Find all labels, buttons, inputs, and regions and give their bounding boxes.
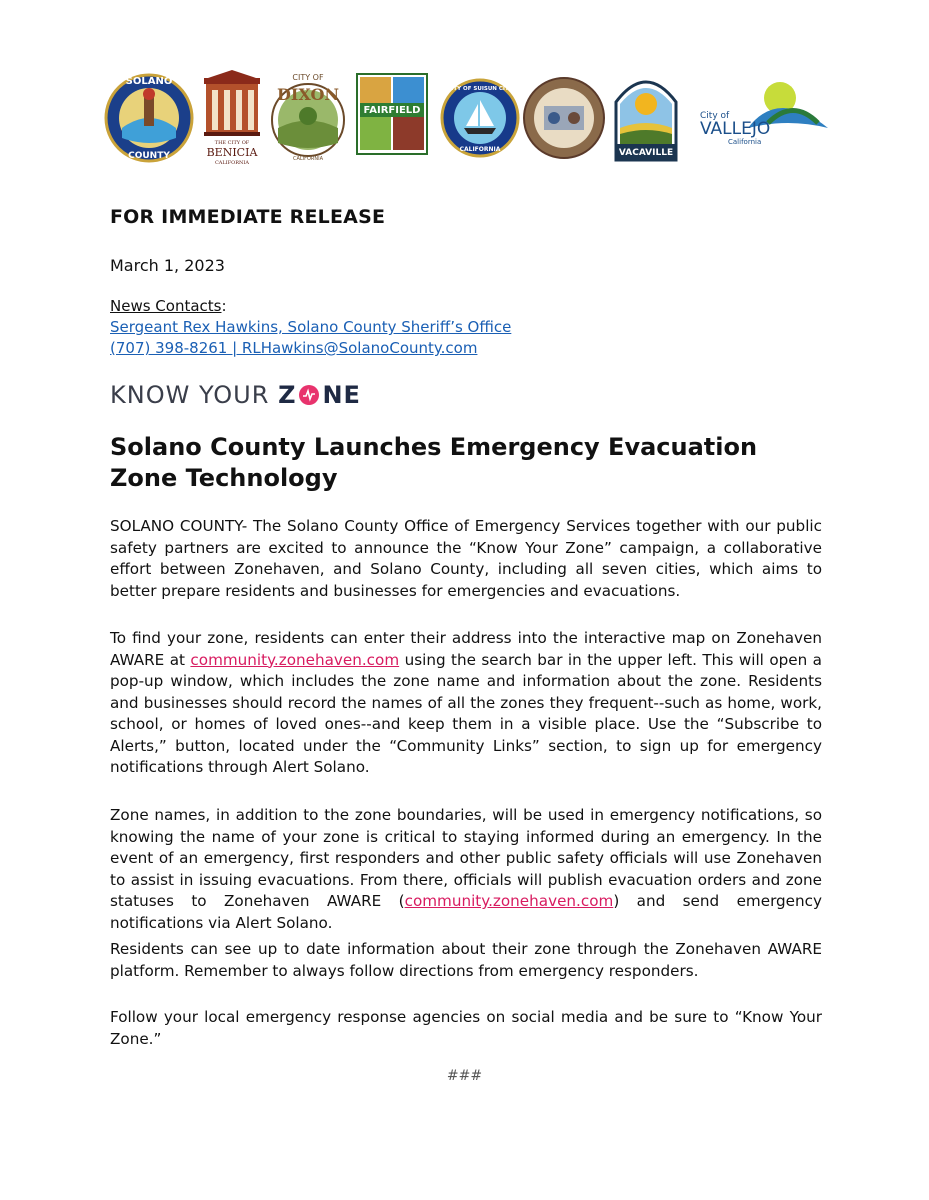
zone-letter-z: Z <box>278 381 297 409</box>
headline: Solano County Launches Emergency Evacuation Zone Technology <box>110 433 758 492</box>
benicia-logo <box>200 68 264 168</box>
know-your-zone-logo <box>110 380 822 410</box>
release-label: FOR IMMEDIATE RELEASE <box>110 206 386 228</box>
zonehaven-link[interactable]: community.zonehaven.com <box>404 892 614 910</box>
body-paragraph-4: Residents can see up to date information about their zone through the Zonehaven AWARE platform. Remember to always follow directions from emergency responders. <box>110 940 822 980</box>
logo-text: VACAVILLE <box>618 148 674 158</box>
vacaville-logo <box>612 68 680 162</box>
paragraph-text: To find your zone, residents can enter their address into the interactive map on Zonehaven AWARE at <box>110 629 822 669</box>
vallejo-logo <box>698 68 838 168</box>
logo-text: BENICIA <box>206 146 258 159</box>
logo-text: CITY OF SUISUN CITY <box>447 86 513 92</box>
logo-text: FAIRFIELD <box>363 105 421 116</box>
partner-logos-row <box>104 68 844 168</box>
body-paragraph-2 <box>110 628 822 779</box>
news-contacts-label: News Contacts <box>110 297 222 315</box>
body-paragraph-3 <box>110 805 822 934</box>
logo-text: DIXON <box>276 85 340 104</box>
know-your-zone-prefix: KNOW YOUR <box>110 381 279 409</box>
logo-text: VALLEJO <box>700 119 771 139</box>
know-your-zone-zone <box>278 381 361 409</box>
logo-text: City of <box>700 111 730 121</box>
logo-text: SOLANO <box>125 76 173 87</box>
solano-county-seal <box>104 68 194 168</box>
body-paragraph-5: Follow your local emergency response agencies on social media and be sure to “Know Your Zone.” <box>110 1008 822 1048</box>
zone-letters-ne: NE <box>322 381 361 409</box>
suisun-city-seal <box>440 68 520 168</box>
news-contacts <box>110 296 822 359</box>
news-contacts-colon: : <box>221 297 227 315</box>
contact-name-link[interactable]: Sergeant Rex Hawkins, Solano County Sheriff’s Office <box>110 318 512 336</box>
news-contacts-heading <box>110 296 822 317</box>
logo-text: CALIFORNIA <box>214 160 250 166</box>
paragraph-text: Zone names, in addition to the zone boundaries, will be used in emergency notifications, so knowing the name of your zone is critical to staying informed during an emergency. In the event of an emergency, first responders and other public safety officials will use Zonehaven to assist in issuing evacuations. From there, officials will publish evacuation orders and zone statuses to Zonehaven AWARE ( <box>110 806 822 910</box>
paragraph-text: using the search bar in the upper left. This will open a pop-up window, which includes the zone name and information about the zone. Residents and businesses should record the names of all the zones they frequent--such as home, work, school, or homes of loved ones--and keep them in a visible place. Use the “Subscribe to Alerts,” button, located under the “Community Links” section, to sign up for emergency notifications through Alert Solano. <box>110 650 822 776</box>
dixon-logo <box>268 68 348 168</box>
contact-info-link[interactable]: (707) 398-8261 | RLHawkins@SolanoCounty.com <box>110 339 478 357</box>
end-mark: ### <box>446 1068 483 1084</box>
paragraph-text: ) and send emergency notifications via Alert Solano. <box>110 892 822 932</box>
logo-text: COUNTY <box>128 151 170 161</box>
map-pin-icon <box>297 383 321 407</box>
logo-text: THE CITY OF <box>214 140 250 146</box>
zonehaven-link[interactable]: community.zonehaven.com <box>190 650 400 669</box>
logo-text: CITY OF <box>292 73 324 82</box>
logo-text: CALIFORNIA <box>292 156 324 162</box>
release-date: March 1, 2023 <box>110 256 225 275</box>
logo-text: California <box>728 138 762 146</box>
fairfield-logo <box>356 68 428 158</box>
logo-text: CALIFORNIA <box>459 146 501 153</box>
rio-vista-seal <box>522 68 606 168</box>
body-paragraph-1: SOLANO COUNTY- The Solano County Office of Emergency Services together with our public safety partners are excited to announce the “Know Your Zone” campaign, a collaborative effort between Zonehaven, and Solano County, including all seven cities, which aims to better prepare residents and businesses for emergencies and evacuations. <box>110 517 822 600</box>
